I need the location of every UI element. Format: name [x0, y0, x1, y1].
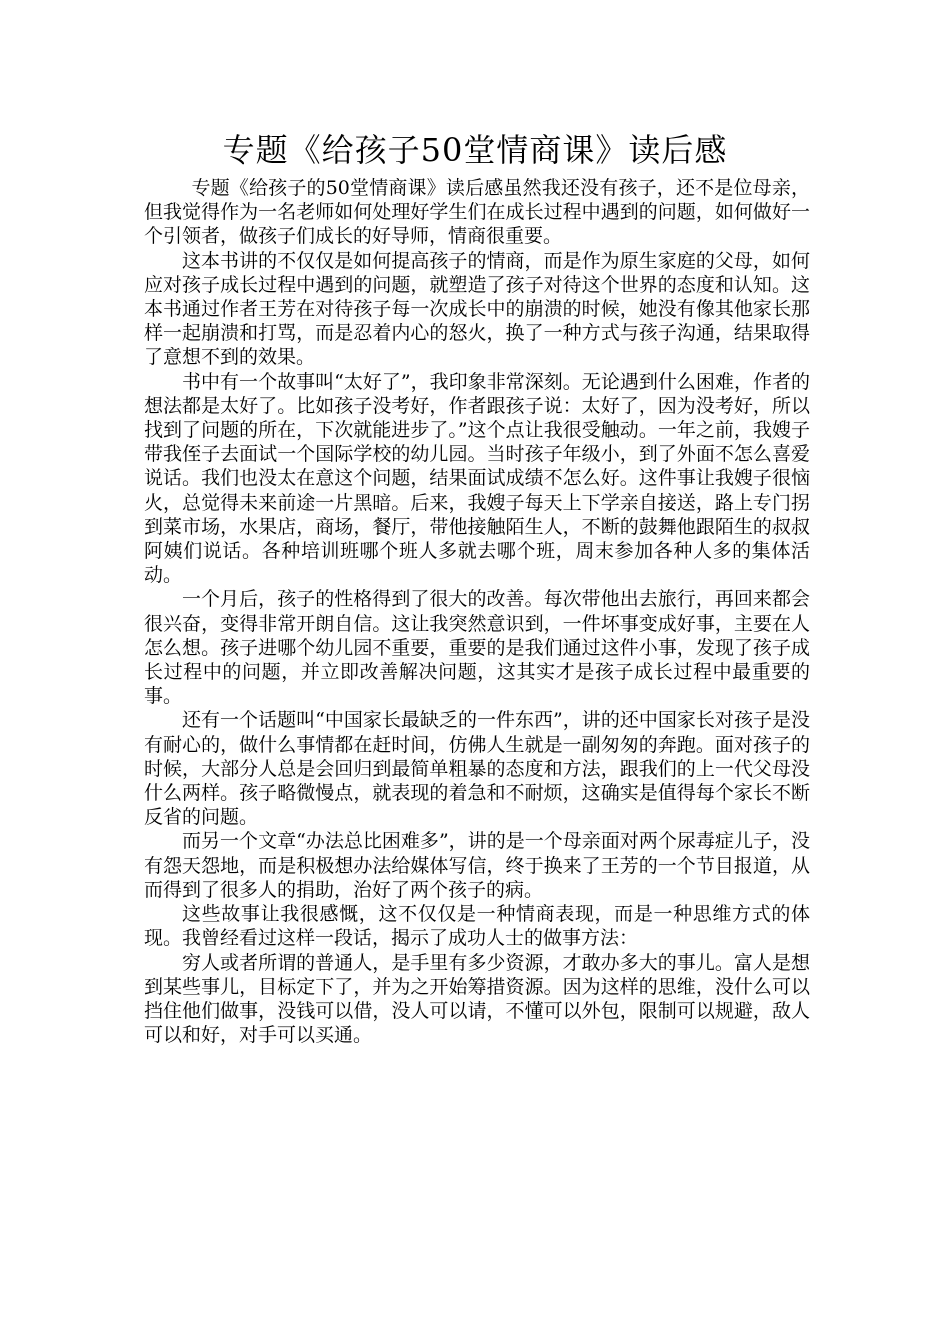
paragraph-7: 这些故事让我很感慨，这不仅仅是一种情商表现，而是一种思维方式的体现。我曾经看过这样一段话，揭示了成功人士的做事方法：	[144, 903, 810, 950]
paragraph-8: 穷人或者所谓的普通人，是手里有多少资源，才敢办多大的事儿。富人是想到某些事儿，目标定下了，并为之开始筹措资源。因为这样的思维，没什么可以挡住他们做事，没钱可以借，没人可以请，不懂可以外包，限制可以规避，敌人可以和好，对手可以买通。	[144, 951, 810, 1047]
paragraph-6: 而另一个文章“办法总比困难多”，讲的是一个母亲面对两个尿毒症儿子，没有怨天怨地，而是积极想办法给媒体写信，终于换来了王芳的一个节目报道，从而得到了很多人的捐助，治好了两个孩子的病。	[144, 830, 810, 901]
paragraph-2: 这本书讲的不仅仅是如何提高孩子的情商，而是作为原生家庭的父母，如何应对孩子成长过程中遇到的问题，就塑造了孩子对待这个世界的态度和认知。这本书通过作者王芳在对待孩子每一次成长中的崩溃的时候，她没有像其他家长那样一起崩溃和打骂，而是忍着内心的怒火，换了一种方式与孩子沟通，结果取得了意想不到的效果。	[144, 249, 810, 369]
document-body	[144, 176, 810, 1047]
paragraph-1: 专题《给孩子的50堂情商课》读后感虽然我还没有孩子，还不是位母亲，但我觉得作为一名老师如何处理好学生们在成长过程中遇到的问题，如何做好一个引领者，做孩子们成长的好导师，情商很重要。	[144, 177, 810, 248]
paragraph-5: 还有一个话题叫“中国家长最缺乏的一件东西”，讲的还中国家长对孩子是没有耐心的，做什么事情都在赶时间，仿佛人生就是一副匆匆的奔跑。面对孩子的时候，大部分人总是会回归到最简单粗暴的态度和方法，跟我们的上一代父母没什么两样。孩子略微慢点，就表现的着急和不耐烦，这确实是值得每个家长不断反省的问题。	[144, 709, 810, 829]
paragraph-3: 书中有一个故事叫“太好了”，我印象非常深刻。无论遇到什么困难，作者的想法都是太好了。比如孩子没考好，作者跟孩子说：太好了，因为没考好，所以找到了问题的所在，下次就能进步了。”这个点让我很受触动。一年之前，我嫂子带我侄子去面试一个国际学校的幼儿园。当时孩子年级小，到了外面不怎么喜爱说话。我们也没太在意这个问题，结果面试成绩不怎么好。这件事让我嫂子很恼火，总觉得未来前途一片黑暗。后来，我嫂子每天上下学亲自接送，路上专门拐到菜市场，水果店，商场，餐厅，带他接触陌生人，不断的鼓舞他跟陌生的叔叔阿姨们说话。各种培训班哪个班人多就去哪个班，周末参加各种人多的集体活动。	[144, 370, 810, 587]
paragraph-4: 一个月后，孩子的性格得到了很大的改善。每次带他出去旅行，再回来都会很兴奋，变得非常开朗自信。这让我突然意识到，一件坏事变成好事，主要在人怎么想。孩子进哪个幼儿园不重要，重要的是我们通过这件小事，发现了孩子成长过程中的问题，并立即改善解决问题，这其实才是孩子成长过程中最重要的事。	[144, 588, 810, 708]
document-title: 专题《给孩子50堂情商课》读后感	[222, 131, 728, 169]
